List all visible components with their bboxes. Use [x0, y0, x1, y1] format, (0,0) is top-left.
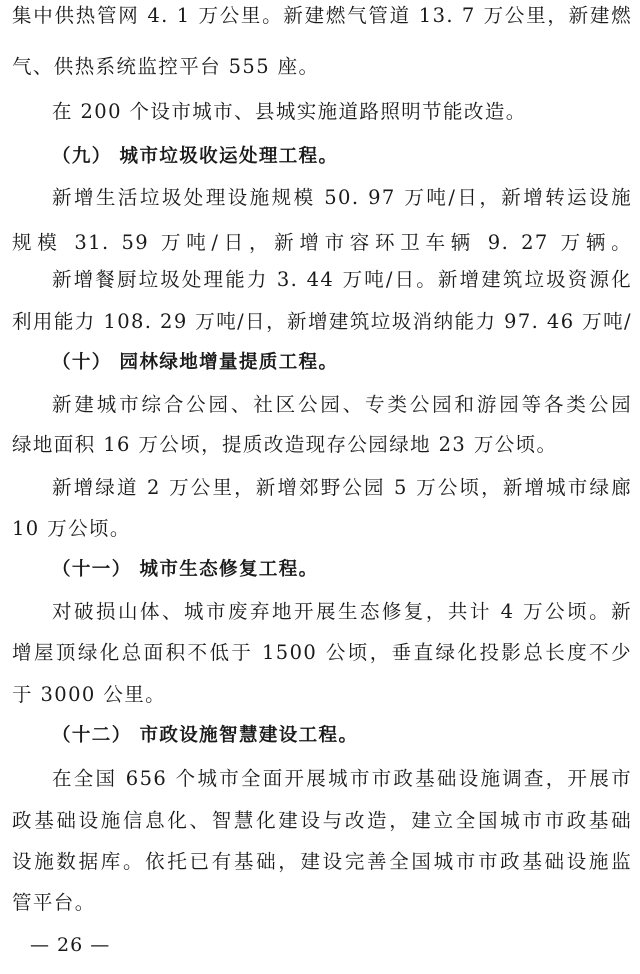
section-heading: （十一） 城市生态修复工程。	[52, 559, 319, 580]
section-heading: （十） 园林绿地增量提质工程。	[52, 352, 339, 373]
text-line: 在 200 个设市城市、县城实施道路照明节能改造。	[52, 100, 527, 123]
text-line: 新建城市综合公园、社区公园、专类公园和游园等各类公园	[52, 393, 632, 416]
text-line: 管平台。	[12, 891, 96, 914]
text-line: 绿地面积 16 万公顷，提质改造现存公园绿地 23 万公顷。	[12, 433, 558, 456]
section-heading: （十二） 市政设施智慧建设工程。	[52, 725, 359, 746]
text-line: 新增绿道 2 万公里，新增郊野公园 5 万公顷，新增城市绿廊	[52, 476, 632, 499]
text-line: 在全国 656 个城市全面开展城市市政基础设施调查，开展市	[52, 767, 632, 790]
page-number: — 26 —	[30, 934, 111, 956]
text-line: 政基础设施信息化、智慧化建设与改造，建立全国城市市政基础	[12, 809, 632, 832]
text-line: 新增生活垃圾处理设施规模 50. 97 万吨/日，新增转运设施	[52, 186, 632, 209]
text-line: 对破损山体、城市废弃地开展生态修复，共计 4 万公顷。新	[52, 600, 632, 623]
text-line: 10 万公顷。	[12, 517, 131, 540]
text-line: 规模 31. 59 万吨/日，新增市容环卫车辆 9. 27 万辆。	[12, 231, 632, 254]
text-line: 气、供热系统监控平台 555 座。	[12, 55, 320, 78]
text-line: 增屋顶绿化总面积不低于 1500 公顷，垂直绿化投影总长度不少	[12, 641, 632, 664]
text-line: 设施数据库。依托已有基础，建设完善全国城市市政基础设施监	[12, 850, 632, 873]
text-line: 利用能力 108. 29 万吨/日，新增建筑垃圾消纳能力 97. 46 万吨/	[12, 310, 632, 333]
section-heading: （九） 城市垃圾收运处理工程。	[52, 146, 339, 167]
text-line: 于 3000 公里。	[12, 683, 167, 706]
text-line: 新增餐厨垃圾处理能力 3. 44 万吨/日。新增建筑垃圾资源化	[52, 268, 632, 291]
text-line: 集中供热管网 4. 1 万公里。新建燃气管道 13. 7 万公里，新建燃	[12, 4, 632, 27]
